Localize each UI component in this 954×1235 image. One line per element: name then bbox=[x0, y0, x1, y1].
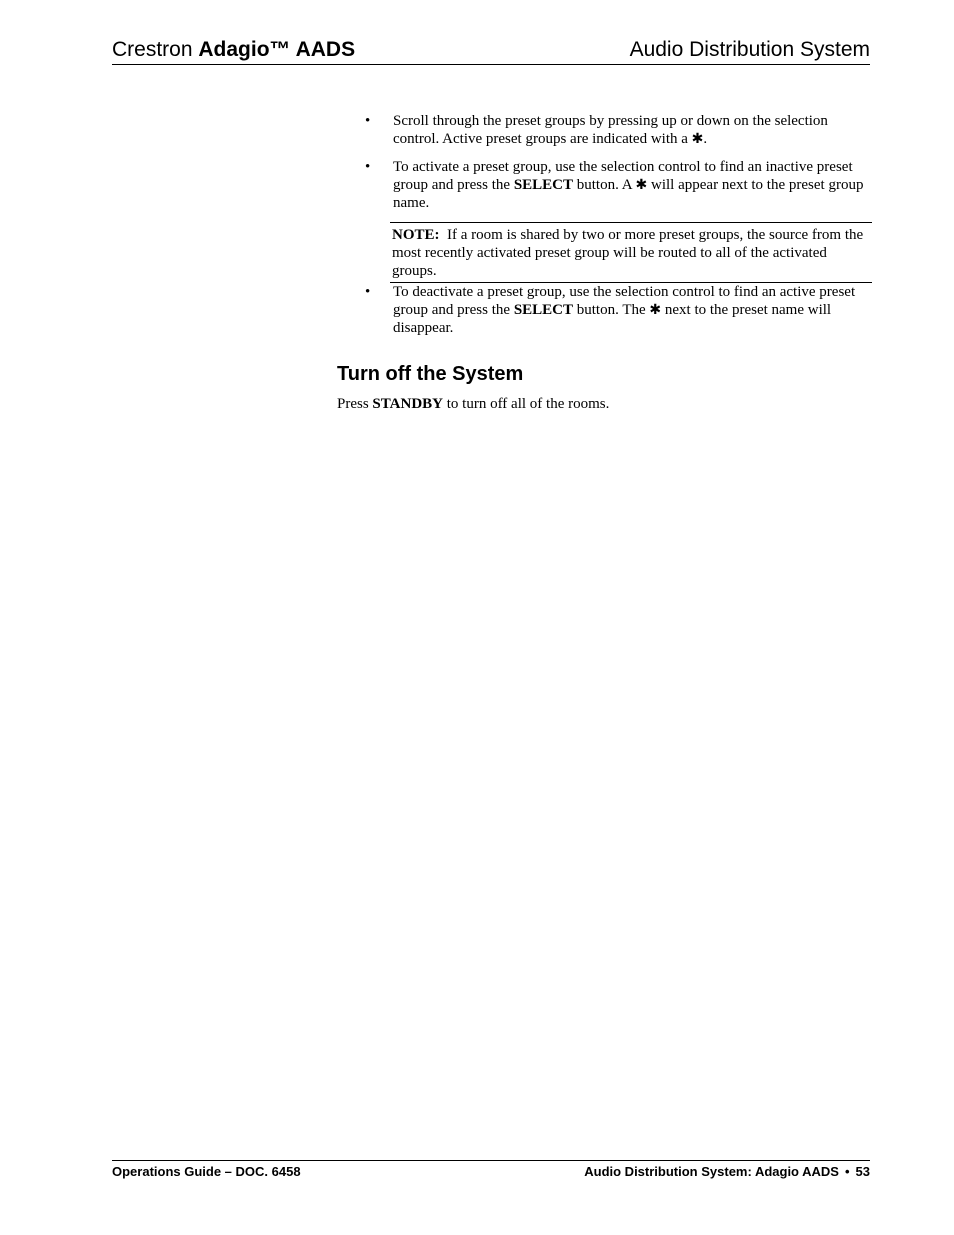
header-right-title: Audio Distribution System bbox=[629, 38, 870, 61]
bullet-icon: • bbox=[365, 159, 371, 175]
section-text: Press bbox=[337, 396, 369, 412]
page-number: 53 bbox=[855, 1164, 870, 1179]
list-item bbox=[337, 158, 872, 212]
note-text: If a room is shared by two or more preset groups, the source from the most recently activated preset group will be routed to all of the activated groups. bbox=[392, 227, 864, 279]
standby-keyword: STANDBY bbox=[372, 396, 443, 412]
section-paragraph bbox=[337, 395, 872, 413]
star-icon: ✱ bbox=[649, 302, 662, 318]
bullet-text: Scroll through the preset groups by pressing up or down on the selection control. Active preset groups are indicated with a bbox=[393, 113, 828, 147]
bullet-icon: • bbox=[365, 284, 371, 300]
bullet-list-top bbox=[337, 112, 872, 212]
footer-right bbox=[584, 1164, 870, 1179]
bullet-text-mid: button. The bbox=[576, 302, 646, 318]
page-header bbox=[112, 36, 870, 65]
header-title bbox=[112, 38, 355, 62]
star-icon: ✱ bbox=[691, 131, 704, 147]
note-box bbox=[390, 222, 872, 283]
bullet-text-end: . bbox=[703, 131, 708, 147]
star-icon: ✱ bbox=[635, 177, 648, 193]
page-content bbox=[337, 112, 872, 413]
header-product: Adagio™ AADS bbox=[198, 38, 356, 61]
list-item bbox=[337, 112, 872, 148]
note-label: NOTE: bbox=[392, 227, 440, 243]
footer-section-title: Audio Distribution System: Adagio AADS bbox=[584, 1164, 839, 1179]
bullet-list-bottom bbox=[337, 283, 872, 337]
page-footer bbox=[112, 1160, 870, 1179]
section-heading: Turn off the System bbox=[337, 363, 524, 385]
footer-doc-title: Operations Guide – DOC. 6458 bbox=[112, 1164, 301, 1179]
bullet-text-mid: button. A bbox=[576, 177, 632, 193]
section-text-end: to turn off all of the rooms. bbox=[446, 396, 610, 412]
bullet-text: To activate a preset group, use the selection control to find an inactive preset group and press the bbox=[393, 159, 853, 193]
select-keyword: SELECT bbox=[513, 177, 574, 193]
header-brand: Crestron bbox=[112, 38, 193, 61]
list-item bbox=[337, 283, 872, 337]
bullet-text-end: will appear next to the preset group name. bbox=[393, 177, 864, 211]
footer-bullet-icon: • bbox=[844, 1164, 850, 1179]
select-keyword: SELECT bbox=[513, 302, 574, 318]
bullet-text: To deactivate a preset group, use the selection control to find an active preset group and press the bbox=[393, 284, 856, 318]
bullet-text-end: next to the preset name will disappear. bbox=[393, 302, 832, 336]
bullet-icon: • bbox=[365, 113, 371, 129]
